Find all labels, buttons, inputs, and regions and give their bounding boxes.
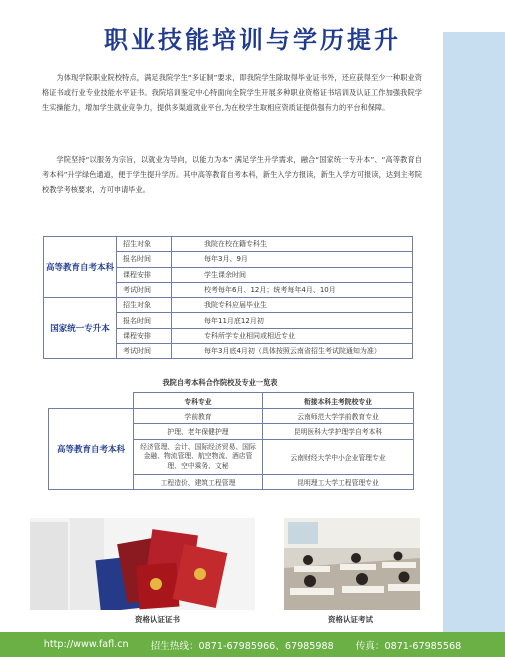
table-header-row xyxy=(49,393,414,409)
footer-bar xyxy=(0,632,505,657)
certificates-caption: 资格认证证书 xyxy=(135,615,180,624)
table-cell: 经济管理、会计、国际经济贸易、国际金融、物流管理、航空物流、酒店管理、空中乘务、文秘 xyxy=(134,439,263,475)
row-value: 学生课余时间 xyxy=(172,267,413,282)
table-row xyxy=(44,237,413,252)
row-label: 报名时间 xyxy=(117,252,172,267)
table-cell: 昆明理工大学工程管理专业 xyxy=(263,475,414,490)
table-row xyxy=(49,409,414,424)
row-label: 课程安排 xyxy=(117,267,172,282)
row-value: 每年3月底4月初（具体按照云南省招生考试院通知为准） xyxy=(172,344,413,359)
table-cell: 昆明医科大学护理学自考本科 xyxy=(263,424,414,439)
row-label: 报名时间 xyxy=(117,313,172,328)
row-value: 专科所学专业相同或相近专业 xyxy=(172,328,413,343)
program-category: 高等教育自考本科 xyxy=(44,237,117,298)
enrollment-hotline: 招生热线：0871-67985966、67985988 xyxy=(150,640,334,652)
page-title: 职业技能培训与学历提升 xyxy=(104,25,401,54)
column-header: 专科专业 xyxy=(134,393,263,409)
header-spacer xyxy=(49,393,134,409)
exam-caption: 资格认证考试 xyxy=(328,615,373,624)
row-label: 课程安排 xyxy=(117,328,172,343)
row-label: 招生对象 xyxy=(117,237,172,252)
partner-table xyxy=(48,392,414,490)
row-label: 考试时间 xyxy=(117,282,172,297)
table-cell: 护理、老年保健护理 xyxy=(134,424,263,439)
column-header: 衔接本科主考院校专业 xyxy=(263,393,414,409)
decorative-sidebar xyxy=(443,32,505,632)
partner-table-caption: 我院自考本科合作院校及专业一览表 xyxy=(162,378,278,387)
row-label: 考试时间 xyxy=(117,344,172,359)
program-category: 国家统一专升本 xyxy=(44,298,117,359)
row-label: 招生对象 xyxy=(117,298,172,313)
exam-room-photo xyxy=(284,518,420,610)
row-value: 我院专科应届毕业生 xyxy=(172,298,413,313)
table-cell: 云南财经大学中小企业管理专业 xyxy=(263,439,414,475)
website-link[interactable]: http://www.fafl.cn xyxy=(43,639,129,650)
fax-number: 传真：0871-67985568 xyxy=(355,640,462,652)
intro-paragraph-1: 为体现学院职业院校特点，满足我院学生“多证制”要求，即我院学生除取得毕业证书外，还应获得至少一种职业资格证书或行业专业技能水平证书。我院培训鉴定中心特面向全院学生开展多种职业资格证书培训及认证工作加强我院学生实操能力，增加学生就业竞争力，提供多渠道就业平台,为在校学生取相应资质证提供强有力的平台和保障。 xyxy=(42,73,422,112)
partner-category: 高等教育自考本科 xyxy=(49,409,134,490)
certificates-photo xyxy=(30,518,255,610)
row-value: 我院在校在籍专科生 xyxy=(172,237,413,252)
table-cell: 学前教育 xyxy=(134,409,263,424)
table-cell: 云南师范大学学前教育专业 xyxy=(263,409,414,424)
row-value: 每年3月、9月 xyxy=(172,252,413,267)
row-value: 校考每年6月、12月；统考每年4月、10月 xyxy=(172,282,413,297)
intro-paragraph-2: 学院坚持“以服务为宗旨，以就业为导向，以能力为本” 满足学生升学需求，融合“国家统一专升本”、“高等教育自考本科”升学绿色通道，便于学生提升学历。其中高等教育自考本科，新生入学方报读，新生入学方可报读，达到主考院校教学考核要求，方可申请毕业。 xyxy=(42,155,422,194)
table-row xyxy=(44,298,413,313)
row-value: 每年11月底12月初 xyxy=(172,313,413,328)
table-cell: 工程造价、建筑工程管理 xyxy=(134,475,263,490)
program-table xyxy=(43,236,413,359)
